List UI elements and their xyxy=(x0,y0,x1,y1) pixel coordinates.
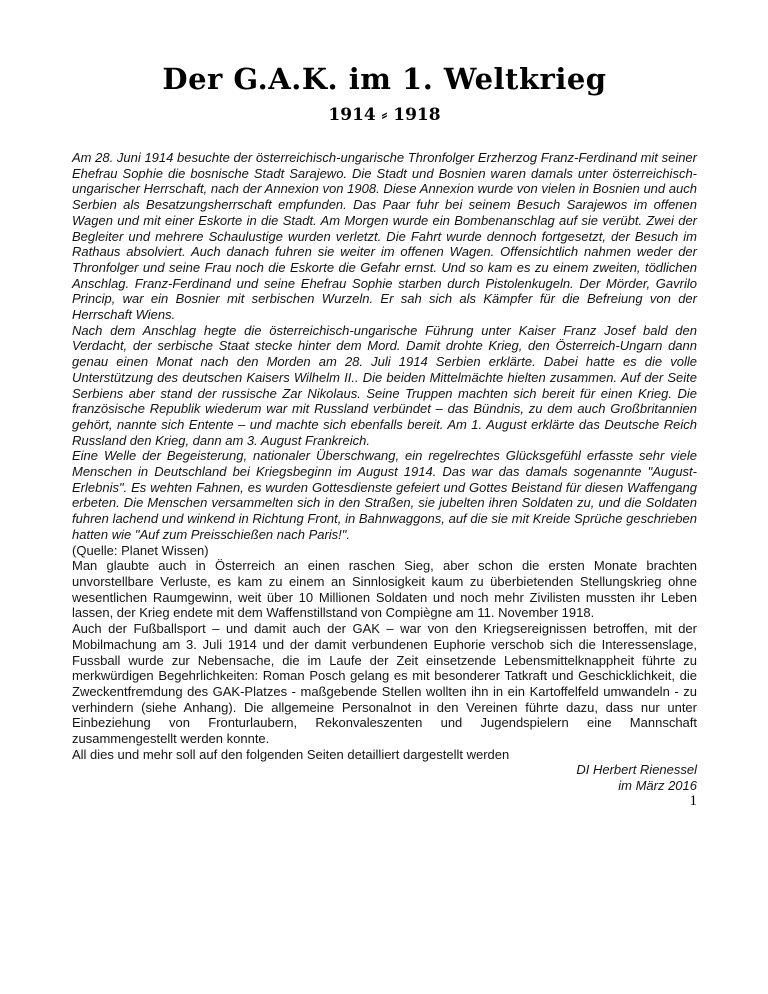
document-body xyxy=(72,150,697,810)
paragraph-football-wartime: Auch der Fußballsport – und damit auch der GAK – war von den Kriegsereignissen betroffen, mit der Mobilmachung am 3. Juli 1914 und der damit verbundenen Euphorie verschob sich die Interessenslage, Fussball wurde zur Nebensache, die im Laufe der Zeit einsetzende Lebensmittelknappheit führte zu merkwürdigen Begehrlichkeiten: Roman Posch gelang es mit besonderer Tatkraft und Geschicklichkeit, die Zweckentfremdung des GAK-Platzes - maßgebende Stellen wollten ihn in ein Kartoffelfeld umwandeln - zu verhindern (siehe Anhang). Die allgemeine Personalnot in den Vereinen führte dazu, dass nur unter Einbeziehung von Fronturlaubern, Rekonvaleszenten und Jugendspielern eine Mannschaft zusammengestellt werden konnte. xyxy=(72,621,697,747)
paragraph-august-erlebnis: Eine Welle der Begeisterung, nationaler Überschwang, ein regelrechtes Glücksgefühl erfasste sehr viele Menschen in Deutschland bei Kriegsbeginn im August 1914. Das war das damals sogenannte "August-Erlebnis". Es wehten Fahnen, es wurden Gottesdienste gefeiert und Gottes Beistand für diesen Waffengang erbeten. Die Menschen versammelten sich in den Straßen, sie jubelten ihren Soldaten zu, und die Soldaten fuhren lachend und winkend in Richtung Front, in Bahnwaggons, auf die sie mit Kreide Sprüche geschrieben hatten wie "Auf zum Preisschießen nach Paris!". xyxy=(72,448,697,542)
paragraph-war-declarations: Nach dem Anschlag hegte die österreichisch-ungarische Führung unter Kaiser Franz Josef bald den Verdacht, der serbische Staat stecke hinter dem Mord. Damit drohte Krieg, den Österreich-Ungarn dann genau einen Monat nach den Morden am 28. Juli 1914 Serbien erklärte. Dabei hatte es die volle Unterstützung des deutschen Kaisers Wilhelm II.. Die beiden Mittelmächte hielten zusammen. Auf der Seite Serbiens aber stand der russische Zar Nikolaus. Seine Truppen machten sich bereit für einen Krieg. Die französische Republik wiederum war mit Russland verbündet – das Bündnis, zu dem auch Großbritannien gehört, nannte sich Entente – und machte sich ebenfalls bereit. Am 1. August erklärte das Deutsche Reich Russland den Krieg, dann am 3. August Frankreich. xyxy=(72,322,697,448)
page-number: 1 xyxy=(689,792,697,809)
signature-author: DI Herbert Rienessel xyxy=(576,762,697,778)
document-subtitle: 1914 ⸗ 1918 xyxy=(328,105,441,125)
document-title: Der G.A.K. im 1. Weltkrieg xyxy=(162,62,607,96)
paragraph-sarajevo-assassination: Am 28. Juni 1914 besuchte der österreichisch-ungarische Thronfolger Erzherzog Franz-Ferdinand mit seiner Ehefrau Sophie die bosnische Stadt Sarajewo. Die Stadt und Bosnien waren damals unter österreichisch-ungarischer Herrschaft, nach der Annexion von 1908. Diese Annexion wurde von vielen in Bosnien und auch Serbien als Besatzungsherrschaft empfunden. Das Paar fuhr bei seinem Besuch Sarajewos im offenen Wagen und mit einer Eskorte in die Stadt. Am Morgen wurde ein Bombenanschlag auf sie verübt. Zwei der Begleiter und mehrere Schaulustige wurden verletzt. Die Fahrt wurde dennoch fortgesetzt, der Besuch im Rathaus absolviert. Auch danach fuhren sie weiter im offenen Wagen. Offensichtlich nahmen weder der Thronfolger und seine Frau noch die Eskorte die Gefahr ernst. Und so kam es zu einem zweiten, tödlichen Anschlag. Franz-Ferdinand und seine Ehefrau Sophie starben durch Pistolenkugeln. Der Mörder, Gavrilo Princip, war ein Bosnier mit serbischen Wurzeln. Er sah sich als Kämpfer für die Befreiung von der Herrschaft Wiens. xyxy=(72,150,697,323)
source-attribution: (Quelle: Planet Wissen) xyxy=(72,542,209,558)
paragraph-closing-note: All dies und mehr soll auf den folgenden Seiten detailliert dargestellt werden xyxy=(72,746,510,762)
paragraph-austria-losses: Man glaubte auch in Österreich an einen raschen Sieg, aber schon die ersten Monate brachten unvorstellbare Verluste, es kam zu einem an Sinnlosigkeit kaum zu überbietenden Stellungskrieg ohne wesentlichen Raumgewinn, weit über 10 Millionen Soldaten und noch mehr Zivilisten mussten ihr Leben lassen, der Krieg endete mit dem Waffenstillstand von Compiègne am 11. November 1918. xyxy=(72,558,697,621)
signature-date: im März 2016 xyxy=(618,778,697,794)
